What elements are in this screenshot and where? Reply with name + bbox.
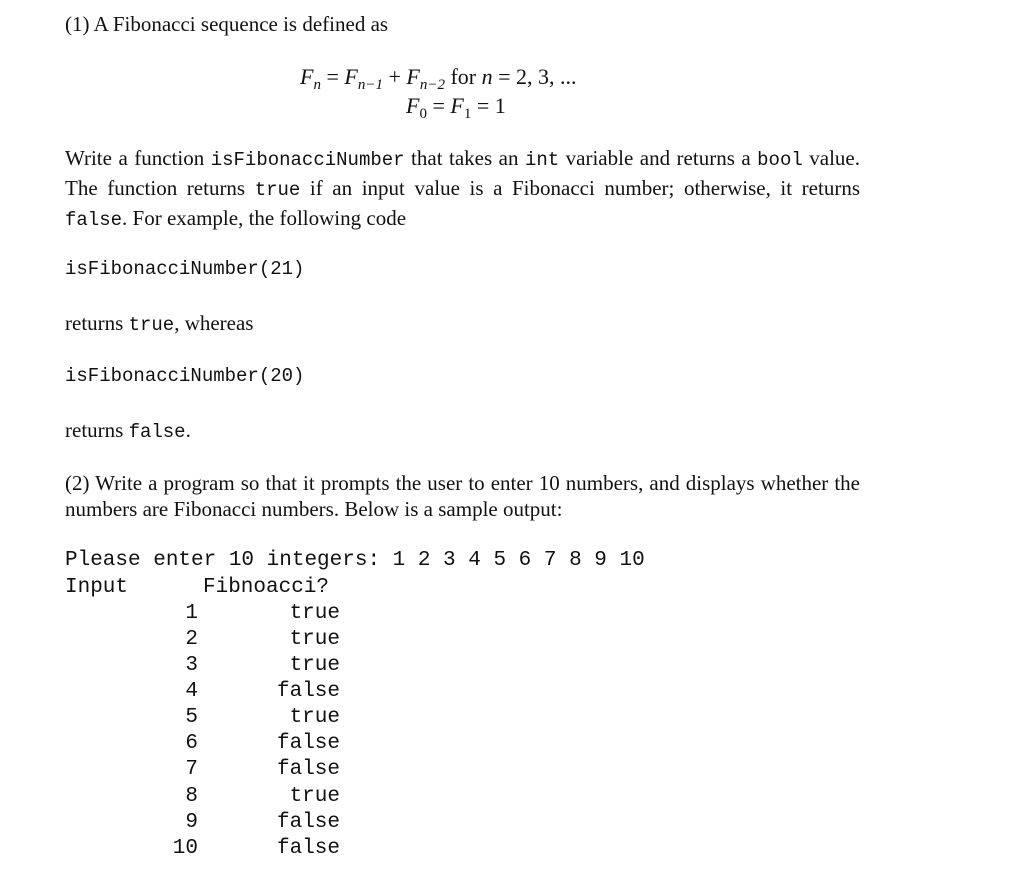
returns2-suffix: . bbox=[185, 418, 191, 442]
returns2-value-code: false bbox=[128, 421, 186, 443]
eq2-a-sub: 0 bbox=[419, 106, 427, 122]
eq-range: = 2, 3, ... bbox=[492, 64, 577, 89]
table-row bbox=[65, 627, 365, 653]
initial-conditions-equation bbox=[406, 92, 506, 120]
returns1-value-code: true bbox=[128, 314, 175, 336]
sample-output-prompt: Please enter 10 integers: 1 2 3 4 5 6 7 8 9 10 bbox=[65, 549, 645, 572]
row-input: 4 bbox=[185, 680, 198, 703]
eq2-equals2: = 1 bbox=[471, 93, 506, 118]
eq-equals: = bbox=[320, 64, 345, 89]
returns1-prefix: returns bbox=[65, 311, 129, 335]
row-result: false bbox=[276, 680, 340, 703]
true-literal-code: true bbox=[254, 179, 301, 201]
eq-plus: + bbox=[382, 64, 407, 89]
recurrence-equation bbox=[300, 63, 577, 91]
table-row bbox=[65, 731, 365, 757]
row-input: 3 bbox=[185, 654, 198, 677]
row-result: false bbox=[276, 811, 340, 834]
function-name-code: isFibonacciNumber bbox=[210, 149, 405, 171]
row-result: true bbox=[289, 628, 340, 651]
row-input: 9 bbox=[185, 811, 198, 834]
returns1-suffix: , whereas bbox=[174, 311, 254, 335]
table-row bbox=[65, 784, 365, 810]
eq2-b-var: F bbox=[450, 93, 464, 118]
example-code-2: isFibonacciNumber(20) bbox=[65, 365, 305, 387]
int-type-code: int bbox=[524, 149, 560, 171]
eq-term1-var: F bbox=[344, 64, 358, 89]
row-input: 10 bbox=[172, 837, 198, 860]
desc-text-4: value. The function returns bbox=[65, 146, 860, 200]
example-code-1: isFibonacciNumber(21) bbox=[65, 258, 305, 280]
false-literal-code: false bbox=[65, 209, 123, 231]
part1-heading: (1) A Fibonacci sequence is defined as bbox=[65, 12, 389, 36]
row-input: 5 bbox=[185, 706, 198, 729]
row-result: true bbox=[289, 602, 340, 625]
returns2-prefix: returns bbox=[65, 418, 129, 442]
table-row bbox=[65, 601, 365, 627]
eq2-b-sub: 1 bbox=[463, 106, 472, 122]
desc-text-1: Write a function bbox=[65, 146, 211, 170]
bool-type-code: bool bbox=[757, 149, 803, 171]
eq-for: for bbox=[444, 64, 482, 89]
row-input: 6 bbox=[185, 732, 198, 755]
eq2-a-var: F bbox=[406, 93, 420, 118]
desc-text-6: . For example, the following code bbox=[122, 206, 407, 230]
output-header-input: Input bbox=[65, 576, 129, 599]
returns-true-line bbox=[65, 309, 253, 339]
row-result: false bbox=[276, 758, 340, 781]
table-row bbox=[65, 836, 365, 862]
row-result: true bbox=[289, 785, 340, 808]
row-input: 7 bbox=[185, 758, 198, 781]
row-result: true bbox=[289, 706, 340, 729]
table-row bbox=[65, 679, 365, 705]
row-result: false bbox=[276, 837, 340, 860]
part2-paragraph: (2) Write a program so that it prompts the user to enter 10 numbers, and displays whether the numbers are Fibonacci numbers. Below is a sample output: bbox=[65, 471, 860, 521]
table-row bbox=[65, 810, 365, 836]
table-row bbox=[65, 653, 365, 679]
eq-term2-var: F bbox=[406, 64, 420, 89]
desc-text-3: variable and returns a bbox=[559, 146, 758, 170]
eq-lhs-sub: n bbox=[313, 77, 321, 93]
table-row bbox=[65, 757, 365, 783]
row-input: 8 bbox=[185, 785, 198, 808]
eq2-equals1: = bbox=[426, 93, 451, 118]
desc-text-2: that takes an bbox=[404, 146, 525, 170]
table-row bbox=[65, 705, 365, 731]
row-result: false bbox=[276, 732, 340, 755]
desc-text-5: if an input value is a Fibonacci number; otherwise, it returns bbox=[300, 176, 860, 200]
eq-n-var: n bbox=[481, 64, 493, 89]
row-input: 1 bbox=[185, 602, 198, 625]
eq-term2-sub: n−2 bbox=[419, 77, 445, 93]
eq-lhs-var: F bbox=[300, 64, 314, 89]
row-input: 2 bbox=[185, 628, 198, 651]
row-result: true bbox=[289, 654, 340, 677]
output-header-fibonacci: Fibnoacci? bbox=[203, 576, 330, 599]
eq-term1-sub: n−1 bbox=[357, 77, 383, 93]
function-description-paragraph bbox=[65, 144, 860, 234]
returns-false-line bbox=[65, 416, 191, 446]
